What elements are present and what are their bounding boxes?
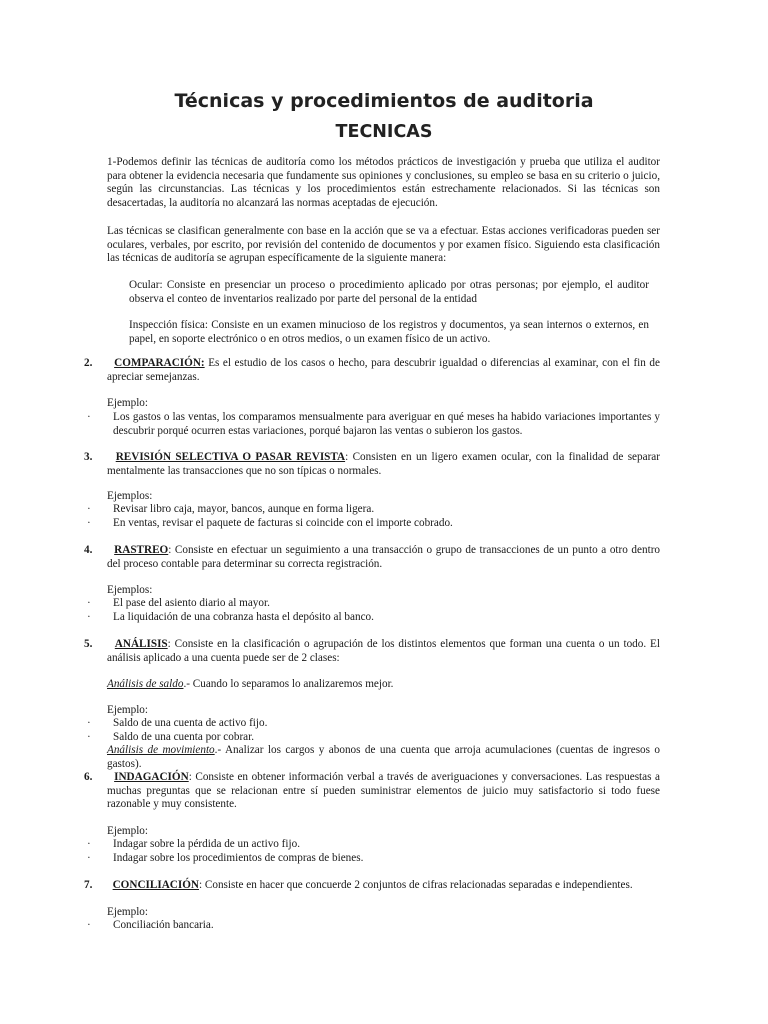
bullet-marker: · (87, 411, 91, 423)
inspeccion-paragraph (129, 319, 649, 346)
section-4-item-2: La liquidación de una cobranza hasta el depósito al banco. (113, 611, 374, 623)
section-4-paragraph (107, 544, 660, 571)
analisis-movimiento-label: Análisis de movimiento (107, 744, 215, 756)
section-5-paragraph (107, 638, 660, 665)
section-3-paragraph (107, 451, 660, 478)
section-3-number: 3. (84, 451, 93, 463)
ocular-text: Ocular: Consiste en presenciar un proceso o procedimiento aplicado por otras personas; por ejemplo, el auditor observa el conteo de inventarios realizado por parte del personal de la entidad (129, 279, 649, 305)
section-7-example-label: Ejemplo: (107, 906, 149, 918)
bullet-marker: · (87, 611, 91, 623)
section-5-desc: : Consiste en la clasificación o agrupación de los distintos elementos que forman una cuenta o un todo. El análisis aplicado a una cuenta puede ser de 2 clases: (107, 638, 660, 664)
section-3-item-2: En ventas, revisar el paquete de facturas si coincide con el importe cobrado. (113, 517, 453, 529)
analisis-movimiento-desc: .- Analizar los cargos y abonos de una cuenta que arroja acumulaciones (cuentas de ingresos o gastos). (107, 744, 661, 770)
section-5-item-2: Saldo de una cuenta por cobrar. (113, 731, 255, 743)
section-6-heading: INDAGACIÓN (114, 771, 189, 783)
section-3-example-label: Ejemplos: (107, 490, 153, 502)
section-7-heading: CONCILIACIÓN (112, 879, 199, 891)
intro-paragraph-1 (107, 156, 660, 210)
intro-text-1: 1-Podemos definir las técnicas de auditoría como los métodos prácticos de investigación y prueba que utiliza el auditor para obtener la evidencia necesaria que fundamente sus opiniones y conclusiones, su empleo se basa en su criterio o juicio, según las circunstancias. Las técnicas y los procedimientos están estrechamente relacionados. Si las técnicas son desacertadas, la auditoría no alcanzará las normas aceptadas de ejecución. (107, 156, 660, 209)
section-6-item-2: Indagar sobre los procedimientos de compras de bienes. (113, 852, 364, 864)
section-2-paragraph (107, 357, 660, 384)
section-6-number: 6. (84, 771, 93, 783)
section-4-desc: : Consiste en efectuar un seguimiento a una transacción o grupo de transacciones de un punto a otro dentro del proceso contable para determinar su correcta registración. (107, 544, 661, 570)
section-5-number: 5. (84, 638, 93, 650)
section-6-item-1: Indagar sobre la pérdida de un activo fijo. (113, 838, 301, 850)
analisis-saldo-label: Análisis de saldo (107, 678, 184, 690)
bullet-marker: · (87, 717, 91, 729)
section-6-paragraph (107, 771, 660, 812)
section-3-desc: : Consisten en un ligero examen ocular, con la finalidad de separar mentalmente las transacciones que no son típicas o normales. (107, 451, 660, 477)
section-7-paragraph (107, 879, 660, 893)
section-4-item-1: El pase del asiento diario al mayor. (113, 597, 270, 609)
ocular-paragraph (129, 279, 649, 306)
intro-paragraph-2 (107, 225, 660, 266)
section-7-item-1: Conciliación bancaria. (113, 919, 214, 931)
section-5-item-1: Saldo de una cuenta de activo fijo. (113, 717, 268, 729)
bullet-marker: · (87, 838, 91, 850)
inspeccion-text: Inspección física: Consiste en un examen minucioso de los registros y documentos, ya sean internos o externos, en papel, en soporte electrónico o en otros medios, o un examen físico de un activo. (129, 319, 649, 345)
analisis-saldo-desc: .- Cuando lo separamos lo analizaremos mejor. (183, 678, 394, 690)
section-4-number: 4. (84, 544, 93, 556)
section-7-desc: : Consiste en hacer que concuerde 2 conjuntos de cifras relacionadas separadas e independientes. (199, 879, 633, 891)
section-5-saldo (107, 678, 660, 692)
section-4-example-label: Ejemplos: (107, 584, 153, 596)
section-6-desc: : Consiste en obtener información verbal a través de averiguaciones y conversaciones. Las respuestas a muchas preguntas que se relacionan entre sí pueden suministrar elementos de juicio muy satisfactorio si todo fuese razonable y muy consistente. (107, 771, 660, 811)
section-3-heading: REVISIÓN SELECTIVA O PASAR REVISTA (115, 451, 346, 463)
section-5-heading: ANÁLISIS (114, 638, 168, 650)
section-3-item-1: Revisar libro caja, mayor, bancos, aunque en forma ligera. (113, 503, 375, 515)
section-5-example-label: Ejemplo: (107, 704, 149, 716)
bullet-marker: · (87, 517, 91, 529)
section-6-example-label: Ejemplo: (107, 825, 149, 837)
document-title: Técnicas y procedimientos de auditoria (174, 90, 594, 112)
bullet-marker: · (87, 919, 91, 931)
document-subtitle: TECNICAS (335, 122, 433, 142)
bullet-marker: · (87, 597, 91, 609)
section-2-number: 2. (84, 357, 93, 369)
bullet-marker: · (87, 731, 91, 743)
section-2-desc: Es el estudio de los casos o hecho, para descubrir igualdad o diferencias al examinar, con el fin de apreciar semejanzas. (107, 357, 660, 383)
section-7-number: 7. (84, 879, 93, 891)
section-2-heading: COMPARACIÓN: (114, 357, 205, 369)
intro-text-2: Las técnicas se clasifican generalmente con base en la acción que se va a efectuar. Estas acciones verificadoras pueden ser oculares, verbales, por escrito, por revisión del contenido de documentos y por examen físico. Siguiendo esta clasificación las técnicas de auditoría se agrupan específicamente de la siguiente manera: (107, 225, 660, 265)
section-2-item-1: Los gastos o las ventas, los comparamos mensualmente para averiguar en qué meses ha habido variaciones importantes y descubrir porqué ocurren estas variaciones, porqué bajaron las ventas o subieron los gastos. (113, 411, 660, 437)
section-5-movimiento (107, 744, 660, 771)
bullet-marker: · (87, 852, 91, 864)
section-4-heading: RASTREO (114, 544, 169, 556)
section-2-example-label: Ejemplo: (107, 397, 149, 409)
bullet-marker: · (87, 503, 91, 515)
